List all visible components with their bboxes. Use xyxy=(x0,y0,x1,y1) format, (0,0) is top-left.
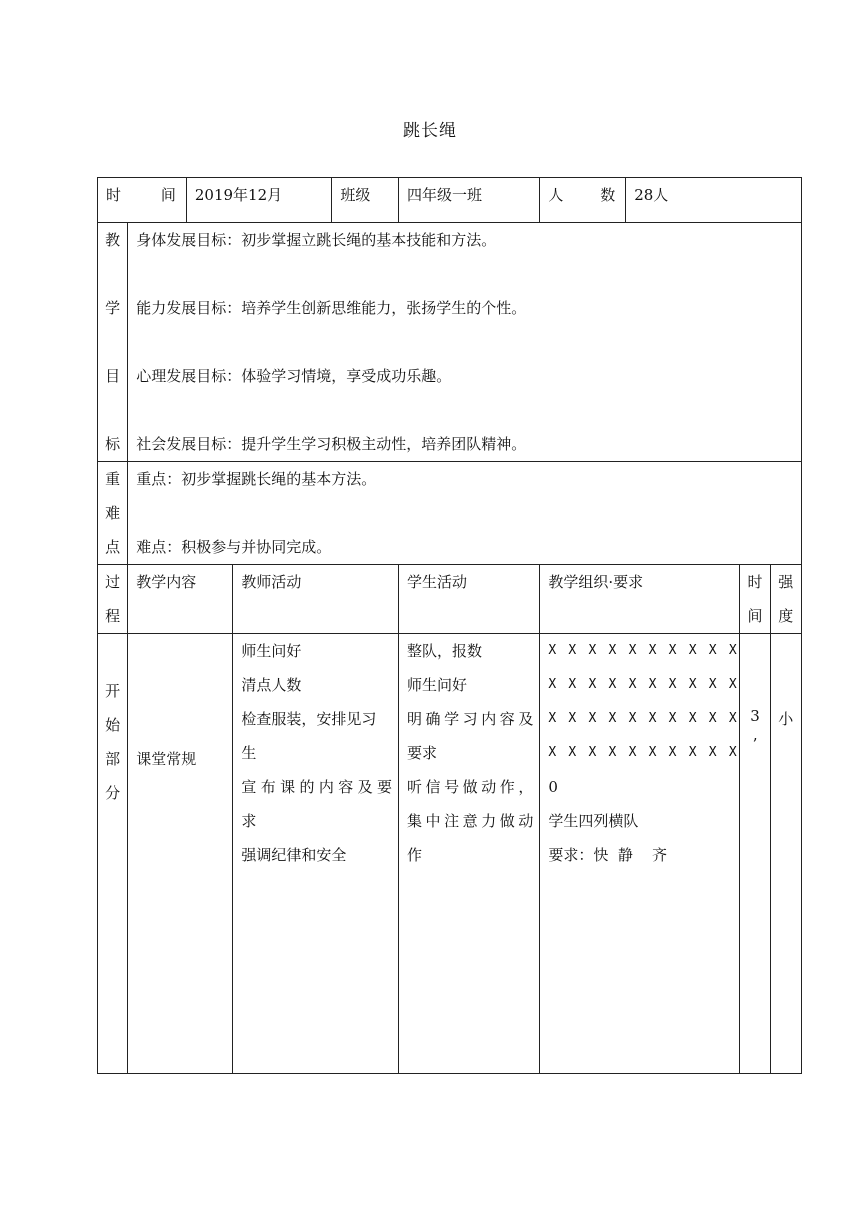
student-activity: 作 xyxy=(406,846,422,864)
student-activity: 集中注意力做动 xyxy=(406,812,534,830)
difficulty-point: 难点：积极参与并协同完成。 xyxy=(136,538,332,556)
student-activity: 师生问好 xyxy=(406,676,467,694)
goal-item: 心理发展目标：体验学习情境，享受成功乐趣。 xyxy=(136,367,452,385)
keypoints-content xyxy=(128,462,802,565)
organization-requirements xyxy=(540,634,740,1074)
intensity-header: 强 度 xyxy=(770,565,801,634)
student-activity: 明确学习内容及 xyxy=(406,710,534,728)
student-activity: 听信号做动作， xyxy=(406,778,534,796)
teacher-activity: 生 xyxy=(241,744,257,762)
count-label-cell xyxy=(540,178,626,223)
lesson-plan-table xyxy=(97,177,802,1074)
formation-row: X X X X X X X X X X xyxy=(548,711,739,726)
time-header: 时 间 xyxy=(740,565,770,634)
keypoints-label: 重 难 点 xyxy=(98,462,128,565)
header-row xyxy=(98,178,802,223)
intensity-value: 小 xyxy=(778,710,794,728)
count-label-b: 数 xyxy=(600,186,616,204)
page-title: 跳长绳 xyxy=(403,121,457,141)
formation-row: X X X X X X X X X X xyxy=(548,677,739,692)
section-start-label: 开 始 部 分 xyxy=(98,634,128,1074)
section-start-row xyxy=(98,634,802,1074)
count-label-a: 人 xyxy=(548,186,564,204)
goal-item: 能力发展目标：培养学生创新思维能力，张扬学生的个性。 xyxy=(136,299,527,317)
organization-header: 教学组织·要求 xyxy=(540,565,740,634)
keypoints-row xyxy=(98,462,802,565)
goal-item: 社会发展目标：提升学生学习积极主动性，培养团队精神。 xyxy=(136,435,527,453)
student-header: 学生活动 xyxy=(398,565,539,634)
time-value: 2019年12月 xyxy=(186,178,331,223)
requirement-note: 要求：快 静 齐 xyxy=(548,846,667,864)
teacher-activity: 师生问好 xyxy=(241,642,302,660)
teacher-activity: 检查服装，安排见习 xyxy=(241,710,377,728)
goals-content xyxy=(128,223,802,462)
count-value: 28人 xyxy=(626,178,802,223)
teacher-header: 教师活动 xyxy=(233,565,399,634)
student-activity: 要求 xyxy=(406,744,437,762)
intensity-value-cell xyxy=(770,634,801,1074)
student-activity: 整队，报数 xyxy=(406,642,482,660)
time-minutes: 3 xyxy=(750,707,760,725)
goal-item: 身体发展目标：初步掌握立跳长绳的基本技能和方法。 xyxy=(136,231,497,249)
student-activities xyxy=(398,634,539,1074)
column-header-row xyxy=(98,565,802,634)
time-label-a: 时 xyxy=(106,186,122,204)
key-point: 重点：初步掌握跳长绳的基本方法。 xyxy=(136,470,377,488)
process-header: 过 程 xyxy=(98,565,128,634)
teacher-activity: 宣布课的内容及要 xyxy=(241,778,392,796)
teacher-position: 0 xyxy=(548,778,558,796)
formation-row: X X X X X X X X X X xyxy=(548,745,739,760)
time-label-b: 间 xyxy=(160,186,176,204)
class-label: 班级 xyxy=(332,178,399,223)
section-start-content: 课堂常规 xyxy=(128,634,233,1074)
time-mark: ’ xyxy=(752,735,758,753)
content-header: 教学内容 xyxy=(128,565,233,634)
formation-note: 学生四列横队 xyxy=(548,812,639,830)
teacher-activity: 清点人数 xyxy=(241,676,302,694)
teacher-activity: 强调纪律和安全 xyxy=(241,846,347,864)
formation-row: X X X X X X X X X X xyxy=(548,643,739,658)
class-value: 四年级一班 xyxy=(398,178,539,223)
time-value-cell xyxy=(740,634,770,1074)
teacher-activities xyxy=(233,634,399,1074)
goals-row xyxy=(98,223,802,462)
teacher-activity: 求 xyxy=(241,812,257,830)
goals-label: 教 学 目 标 xyxy=(98,223,128,462)
